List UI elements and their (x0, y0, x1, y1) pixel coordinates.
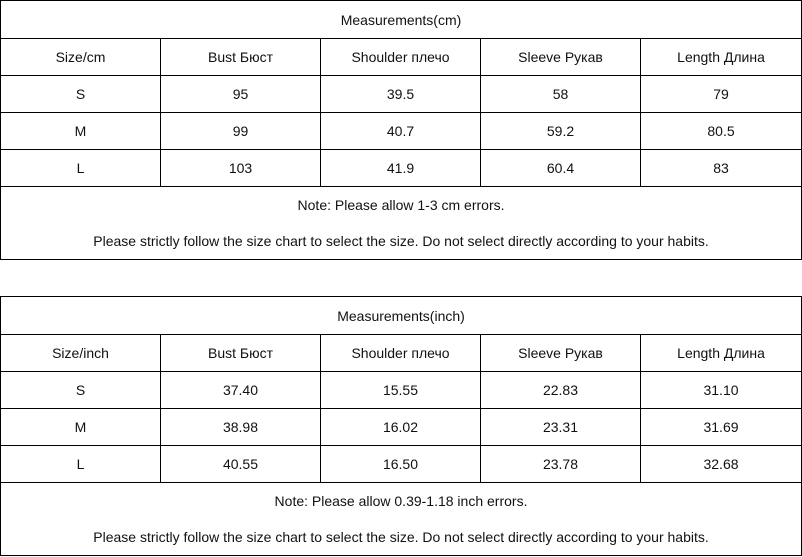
table-row (1, 446, 802, 483)
habit-row (1, 223, 802, 260)
header-bust: Bust Бюст (161, 39, 321, 76)
header-sleeve: Sleeve Рукав (481, 39, 641, 76)
note-row (1, 483, 802, 520)
table-header-row (1, 335, 802, 372)
cell-bust: 103 (161, 150, 321, 187)
cell-bust: 99 (161, 113, 321, 150)
cell-bust: 38.98 (161, 409, 321, 446)
cell-sleeve: 58 (481, 76, 641, 113)
table-row (1, 372, 802, 409)
cell-shoulder: 40.7 (321, 113, 481, 150)
cell-sleeve: 59.2 (481, 113, 641, 150)
table-row (1, 409, 802, 446)
table-title-row (1, 1, 802, 39)
note-row (1, 187, 802, 224)
cell-size: L (1, 446, 161, 483)
cell-shoulder: 39.5 (321, 76, 481, 113)
header-size: Size/cm (1, 39, 161, 76)
header-shoulder: Shoulder плечо (321, 39, 481, 76)
table-title-row (1, 297, 802, 335)
cell-bust: 37.40 (161, 372, 321, 409)
cell-sleeve: 23.31 (481, 409, 641, 446)
cell-length: 31.10 (641, 372, 802, 409)
cell-length: 83 (641, 150, 802, 187)
habit-row (1, 519, 802, 556)
cell-sleeve: 60.4 (481, 150, 641, 187)
cell-size: L (1, 150, 161, 187)
size-advice: Please strictly follow the size chart to select the size. Do not select directly according to your habits. (1, 519, 802, 556)
table-row (1, 76, 802, 113)
cell-shoulder: 16.02 (321, 409, 481, 446)
cell-shoulder: 41.9 (321, 150, 481, 187)
cell-shoulder: 16.50 (321, 446, 481, 483)
cell-shoulder: 15.55 (321, 372, 481, 409)
cell-bust: 40.55 (161, 446, 321, 483)
cell-size: S (1, 76, 161, 113)
table-header-row (1, 39, 802, 76)
cell-size: S (1, 372, 161, 409)
header-length: Length Длина (641, 39, 802, 76)
header-size: Size/inch (1, 335, 161, 372)
size-advice: Please strictly follow the size chart to select the size. Do not select directly according to your habits. (1, 223, 802, 260)
table-title: Measurements(cm) (1, 1, 802, 39)
cell-bust: 95 (161, 76, 321, 113)
header-length: Length Длина (641, 335, 802, 372)
cell-sleeve: 23.78 (481, 446, 641, 483)
table-title: Measurements(inch) (1, 297, 802, 335)
table-row (1, 150, 802, 187)
cell-size: M (1, 409, 161, 446)
header-bust: Bust Бюст (161, 335, 321, 372)
cell-length: 32.68 (641, 446, 802, 483)
cell-length: 31.69 (641, 409, 802, 446)
header-shoulder: Shoulder плечо (321, 335, 481, 372)
header-sleeve: Sleeve Рукав (481, 335, 641, 372)
table-row (1, 113, 802, 150)
size-table-cm (0, 0, 802, 260)
cell-size: M (1, 113, 161, 150)
size-table-inch (0, 296, 802, 556)
cell-length: 79 (641, 76, 802, 113)
error-note: Note: Please allow 0.39-1.18 inch errors. (1, 483, 802, 520)
cell-sleeve: 22.83 (481, 372, 641, 409)
error-note: Note: Please allow 1-3 cm errors. (1, 187, 802, 224)
cell-length: 80.5 (641, 113, 802, 150)
